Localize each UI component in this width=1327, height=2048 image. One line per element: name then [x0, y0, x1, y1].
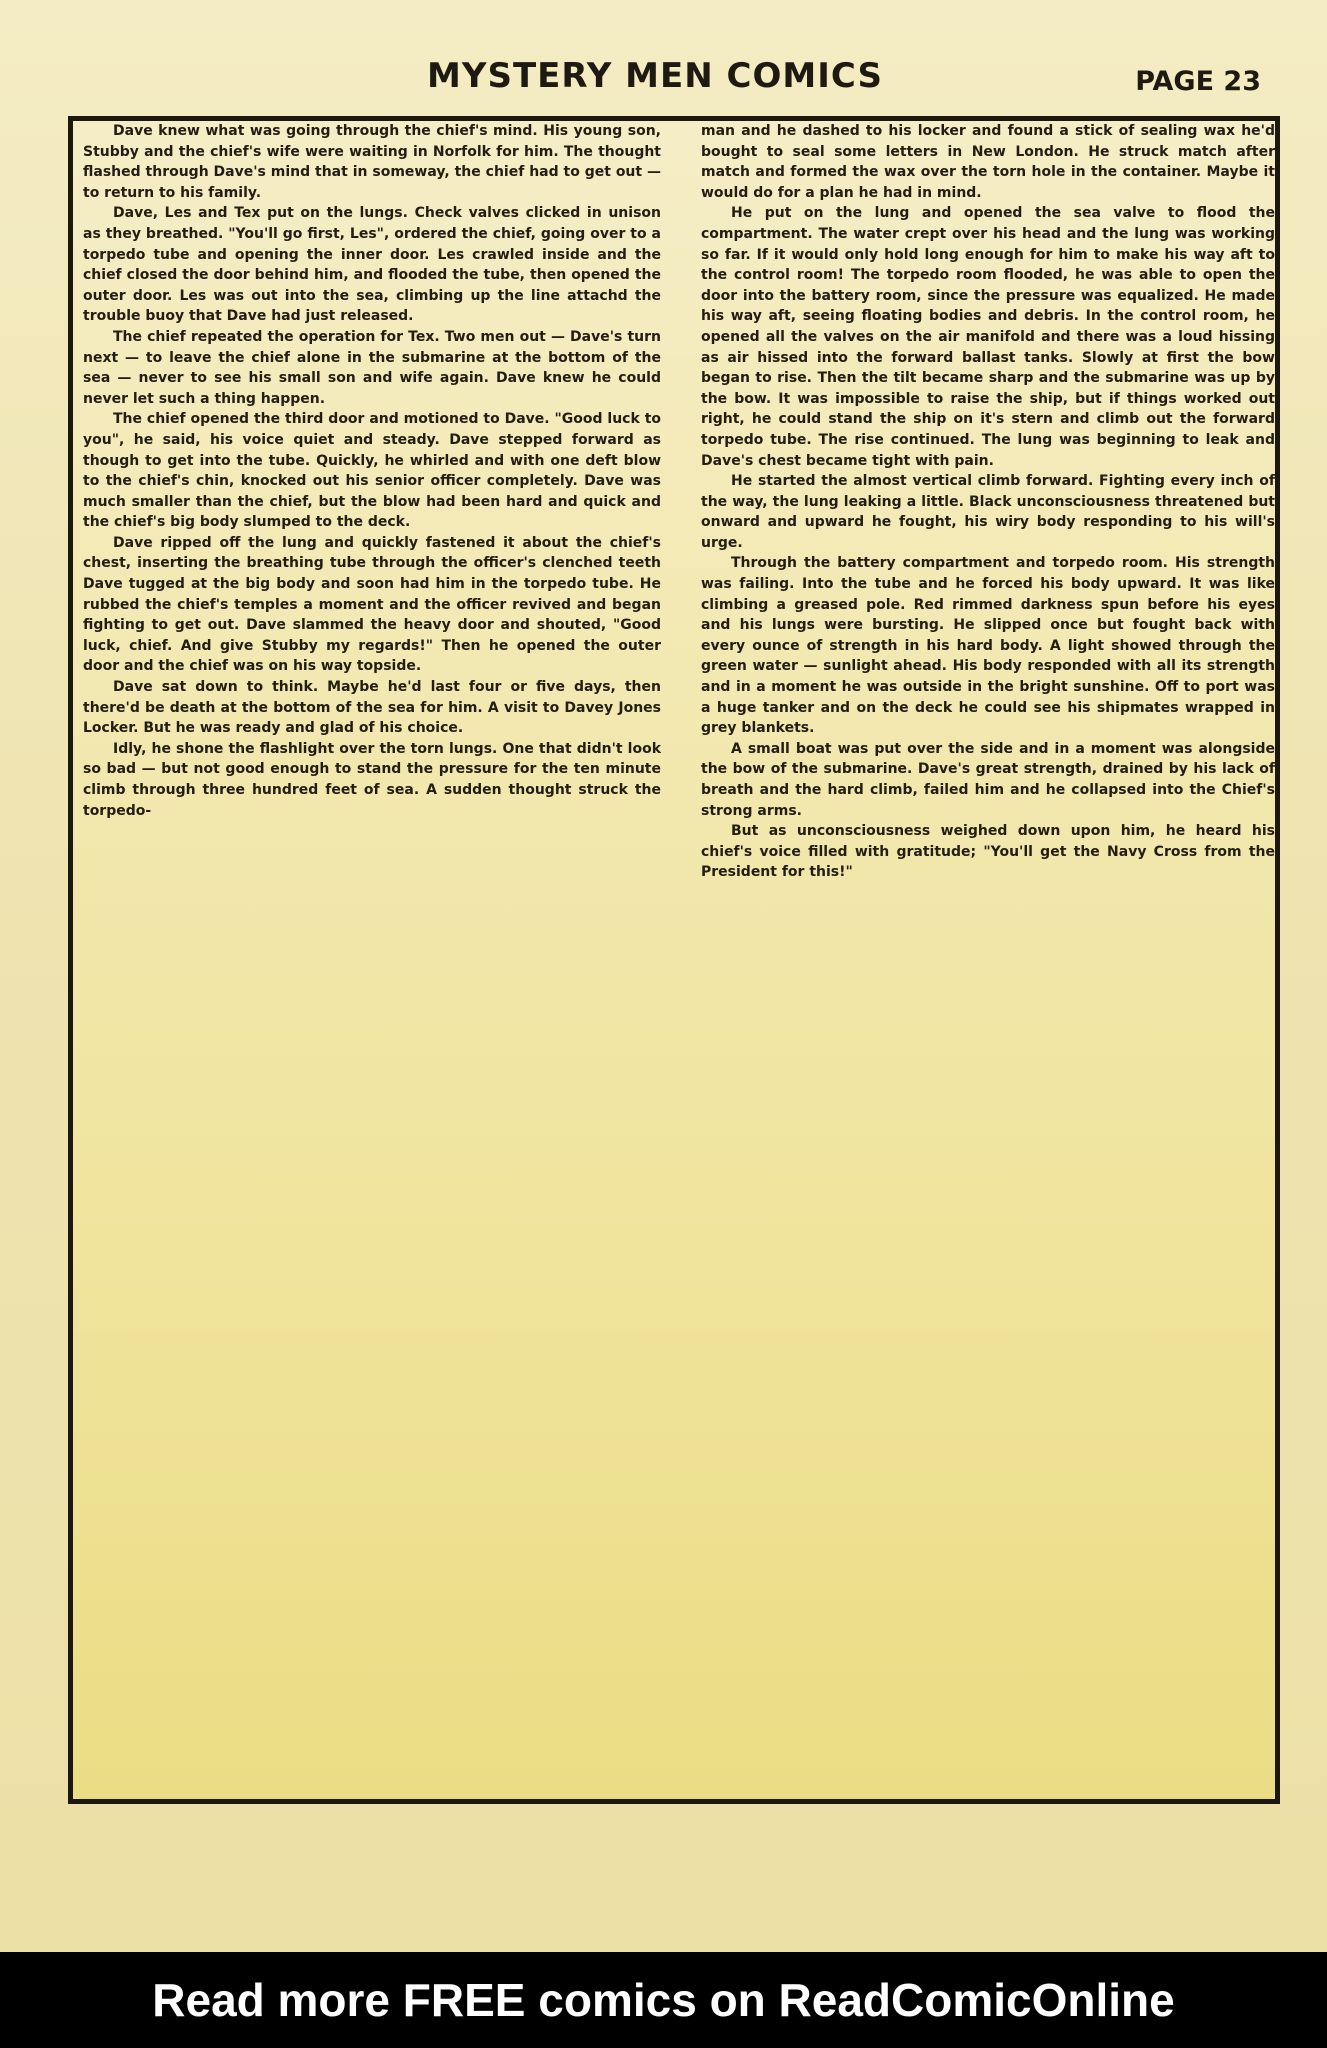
paragraph: The chief repeated the operation for Tex. Two men out — Dave's turn next — to leave the chief alone in the submarine at the bottom of the sea — never to see his small son and wife again. Dave knew he could never let such a thing happen.: [83, 328, 661, 407]
paragraph: He put on the lung and opened the sea valve to flood the compartment. The water crept over his head and the lung was working so far. If it would only hold long enough for him to make his way aft to the control room! The torpedo room flooded, he was able to open the door into the battery room, since the pressure was equalized. He made his way aft, seeing floating bodies and debris. In the control room, he opened all the valves on the air manifold and there was a loud hissing as air hissed into the forward ballast tanks. Slowly at first the bow began to rise. Then the tilt became sharp and the submarine was up by the bow. It was impossible to raise the ship, but if things worked out right, he could stand the ship on it's stern and climb out the forward torpedo tube. The rise continued. The lung was beginning to leak and Dave's chest became tight with pain.: [701, 205, 1275, 469]
promo-banner[interactable]: Read more FREE comics on ReadComicOnline: [0, 1952, 1327, 2048]
page-number: PAGE 23: [1135, 66, 1261, 97]
paragraph: But as unconsciousness weighed down upon him, he heard his chief's voice filled with gratitude; "You'll get the Navy Cross from the President for this!": [701, 823, 1275, 881]
right-column: [701, 121, 1275, 1799]
left-column: [83, 121, 661, 1799]
column-divider: [679, 129, 681, 1793]
paragraph: man and he dashed to his locker and found a stick of sealing wax he'd bought to seal some letters in New London. He struck match after match and formed the wax over the torn hole in the container. Maybe it would do for a plan he had in mind.: [701, 123, 1275, 201]
paragraph: Dave ripped off the lung and quickly fastened it about the chief's chest, inserting the breathing tube through the officer's clenched teeth Dave tugged at the big body and soon had him in the torpedo tube. He rubbed the chief's temples a moment and the officer revived and began fighting to get out. Dave slammed the heavy door and shouted, "Good luck, chief. And give Stubby my regards!" Then he opened the outer door and the chief was on his way topside.: [83, 534, 661, 675]
story-text-box: [68, 116, 1280, 1804]
paragraph: He started the almost vertical climb forward. Fighting every inch of the way, the lung leaking a little. Black unconsciousness threatened but onward and upward he fought, his wiry body responding to his will's urge.: [701, 473, 1275, 551]
page-header-title: MYSTERY MEN COMICS: [427, 56, 883, 96]
paragraph: Through the battery compartment and torpedo room. His strength was failing. Into the tube and he forced his body upward. It was like climbing a greased pole. Red rimmed darkness spun before his eyes and his lungs were bursting. He slipped once but fought back with every ounce of strength in his hard body. A light showed through the green water — sunlight ahead. His body responded with all its strength and in a moment he was outside in the bright sunshine. Off to port was a huge tanker and on the deck he could see his shipmates wrapped in grey blankets.: [701, 555, 1275, 737]
paragraph: Idly, he shone the flashlight over the torn lungs. One that didn't look so bad — but not good enough to stand the pressure for the ten minute climb through three hundred feet of sea. A sudden thought struck the torpedo-: [83, 740, 661, 819]
paragraph: The chief opened the third door and motioned to Dave. "Good luck to you", he said, his voice quiet and steady. Dave stepped forward as though to get into the tube. Quickly, he whirled and with one deft blow to the chief's chin, knocked out his senior officer completely. Dave was much smaller than the chief, but the blow had been hard and quick and the chief's big body slumped to the deck.: [83, 411, 661, 531]
paragraph: Dave knew what was going through the chief's mind. His young son, Stubby and the chief's wife were waiting in Norfolk for him. The thought flashed through Dave's mind that in someway, the chief had to get out — to return to his family.: [83, 123, 661, 201]
paragraph: Dave sat down to think. Maybe he'd last four or five days, then there'd be death at the bottom of the sea for him. A visit to Davey Jones Locker. But he was ready and glad of his choice.: [83, 679, 661, 737]
paragraph: A small boat was put over the side and in a moment was alongside the bow of the submarine. Dave's great strength, drained by his lack of breath and the hard climb, failed him and he collapsed into the Chief's strong arms.: [701, 740, 1275, 819]
paragraph: Dave, Les and Tex put on the lungs. Check valves clicked in unison as they breathed. "You'll go first, Les", ordered the chief, going over to a torpedo tube and opening the inner door. Les crawled inside and the chief closed the door behind him, and flooded the tube, then opened the outer door. Les was out into the sea, climbing up the line attachd the trouble buoy that Dave had just released.: [83, 205, 661, 325]
